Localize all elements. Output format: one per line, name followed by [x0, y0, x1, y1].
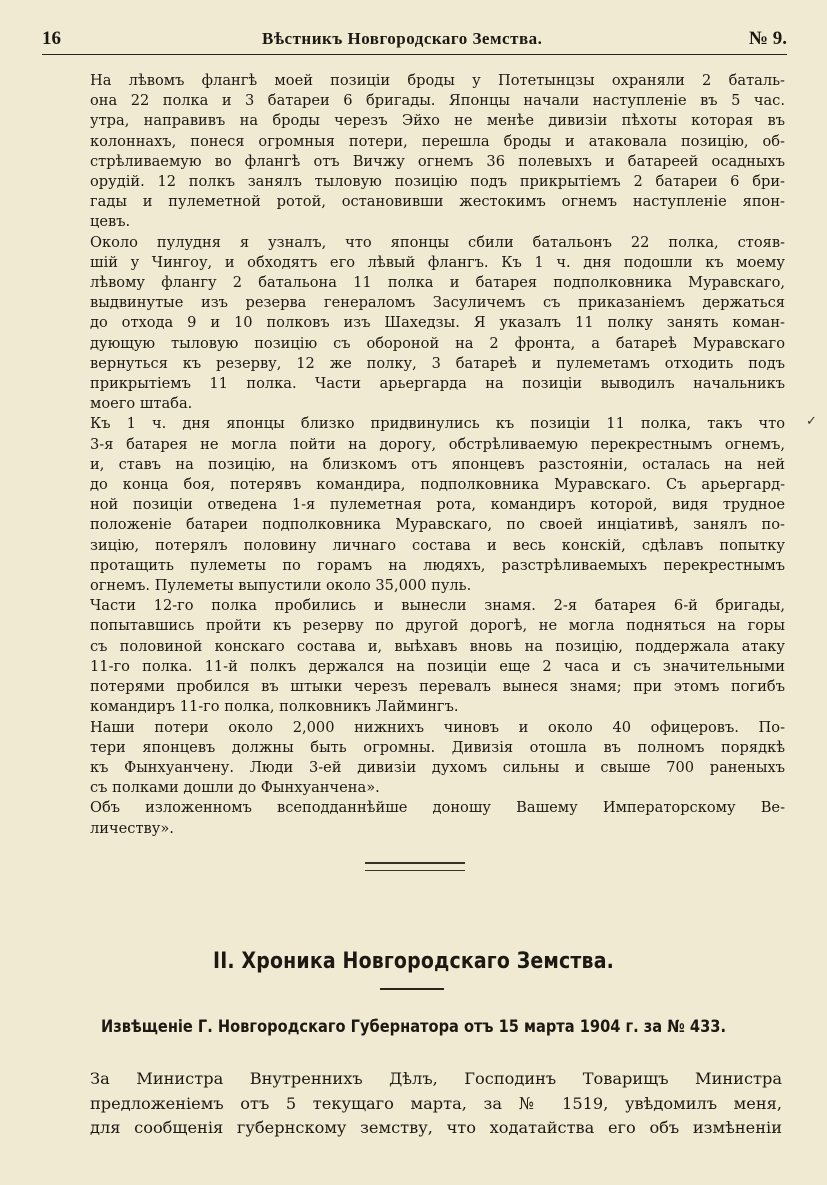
- text-line: до конца боя, потерявъ командира, подполковника Муравскаго. Съ арьергард-: [90, 476, 785, 494]
- text-line: дующую тыловую позицію съ обороной на 2 фронта, а батареѣ Муравскаго: [90, 334, 785, 352]
- text-line: утра, направивъ на броды черезъ Эйхо не менѣе дивизіи пѣхоты которая въ: [90, 112, 785, 130]
- text-line: колоннахъ, понеся огромныя потери, перешла броды и атаковала позицію, об-: [90, 132, 785, 150]
- text-line: огнемъ. Пулеметы выпустили около 35,000 пуль.: [90, 577, 472, 595]
- text-line: командиръ 11-го полка, полковникъ Лаймингъ.: [90, 698, 459, 716]
- article-body: [90, 71, 785, 839]
- article-paragraph: [90, 71, 785, 233]
- text-line: положеніе батареи подполковника Муравскаго, по своей инціативѣ, занялъ по-: [90, 516, 785, 534]
- text-line: гады и пулеметной ротой, остановивши жестокимъ огнемъ наступленіе япон-: [90, 193, 785, 211]
- text-line: цевъ.: [90, 213, 131, 231]
- section-divider: [365, 862, 465, 871]
- text-line: За Министра Внутреннихъ Дѣлъ, Господинъ Товарищъ Министра: [90, 1069, 782, 1088]
- text-line: выдвинутые изъ резерва генераломъ Засуличемъ съ приказаніемъ держаться: [90, 294, 785, 312]
- article-paragraph: [90, 798, 785, 838]
- issue-number: № 9.: [748, 28, 787, 49]
- text-line: тери японцевъ должны быть огромны. Дивизія отошла въ полномъ порядкѣ: [90, 738, 785, 756]
- text-line: предложеніемъ отъ 5 текущаго марта, за № 1519, увѣдомилъ меня,: [90, 1093, 782, 1113]
- text-line: ной позиціи отведена 1-я пулеметная рота, командиръ которой, видя трудное: [90, 496, 785, 514]
- text-line: лѣвому флангу 2 батальона 11 полка и батарея подполковника Муравскаго,: [90, 274, 785, 292]
- text-line: Около пулудня я узналъ, что японцы сбили батальонъ 22 полка, стояв-: [90, 233, 785, 251]
- article-paragraph: [90, 233, 785, 415]
- text-line: она 22 полка и 3 батареи 6 бригады. Японцы начали наступленіе въ 5 час.: [90, 92, 785, 110]
- notice-title: Извѣщеніе Г. Новгородскаго Губернатора отъ 15 марта 1904 г. за № 433.: [100, 1017, 727, 1037]
- running-header: [42, 28, 787, 55]
- text-line: Наши потери около 2,000 нижнихъ чиновъ и около 40 офицеровъ. По-: [90, 718, 785, 736]
- text-line: Къ 1 ч. дня японцы близко придвинулись къ позиціи 11 полка, такъ что: [90, 415, 785, 433]
- text-line: протащить пулеметы по горамъ на людяхъ, разстрѣливаемыхъ перекрестнымъ: [90, 556, 785, 574]
- text-line: На лѣвомъ флангѣ моей позиціи броды у Потетынцзы охраняли 2 баталь-: [90, 72, 785, 89]
- text-line: попытавшись пройти къ резерву по другой дорогѣ, не могла подняться на горы: [90, 617, 785, 635]
- text-line: вернуться къ резерву, 12 же полку, 3 батареѣ и пулеметамъ отходить подъ: [90, 354, 785, 372]
- text-line: съ полками дошли до Фынхуанчена».: [90, 779, 380, 797]
- text-line: до отхода 9 и 10 полковъ изъ Шахедзы. Я указалъ 11 полку занять коман-: [90, 314, 785, 332]
- text-line: Части 12-го полка пробились и вынесли знамя. 2-я батарея 6-й бригады,: [90, 597, 785, 615]
- notice-paragraph: [90, 1067, 782, 1141]
- text-line: зицію, потерялъ половину личнаго состава и весь конскій, сдѣлавъ попытку: [90, 536, 785, 554]
- text-line: съ половиной конскаго состава и, выѣхавъ вновь на позицію, поддержала атаку: [90, 637, 785, 655]
- text-line: Объ изложенномъ всеподданнѣйше доношу Вашему Императорскому Ве-: [90, 799, 785, 817]
- text-line: и, ставъ на позицію, на близкомъ отъ японцевъ разстояніи, осталась на ней: [90, 455, 785, 473]
- text-line: орудій. 12 полкъ занялъ тыловую позицію подъ прикрытіемъ 2 батареи 6 бри-: [90, 173, 785, 191]
- text-line: 3-я батарея не могла пойти на дорогу, обстрѣливаемую перекрестнымъ огнемъ,: [90, 435, 785, 453]
- section-title: II. Хроника Новгородскаго Земства.: [212, 949, 615, 974]
- text-line: личеству».: [90, 819, 174, 837]
- text-line: 11-го полка. 11-й полкъ держался на позиціи еще 2 часа и съ значительными: [90, 657, 785, 675]
- text-line: къ Фынхуанчену. Люди 3-ей дивизіи духомъ сильны и свыше 700 раненыхъ: [90, 758, 785, 776]
- article-paragraph: [90, 718, 785, 799]
- article-paragraph: [90, 414, 785, 596]
- text-line: моего штаба.: [90, 395, 193, 413]
- text-line: для сообщенія губернскому земству, что ходатайства его объ измѣненіи: [90, 1118, 782, 1137]
- text-line: потерями пробился въ штыки черезъ перевалъ вынеся знамя; при этомъ погибъ: [90, 678, 785, 696]
- text-line: шій у Чингоу, и обходятъ его лѣвый флангъ. Къ 1 ч. дня подошли къ моему: [90, 253, 785, 271]
- margin-annotation: ✓: [806, 414, 817, 429]
- section-title-rule: [380, 988, 444, 990]
- article-paragraph: [90, 596, 785, 717]
- text-line: прикрытіемъ 11 полка. Части арьергарда на позиціи выводилъ начальникъ: [90, 375, 785, 393]
- text-line: стрѣливаемую во флангѣ отъ Вичжу огнемъ 36 полевыхъ и батареей осадныхъ: [90, 152, 785, 170]
- page-number: 16: [42, 28, 61, 49]
- journal-title: Вѣстникъ Новгородскаго Земства.: [262, 29, 543, 48]
- notice-body: [90, 1067, 782, 1141]
